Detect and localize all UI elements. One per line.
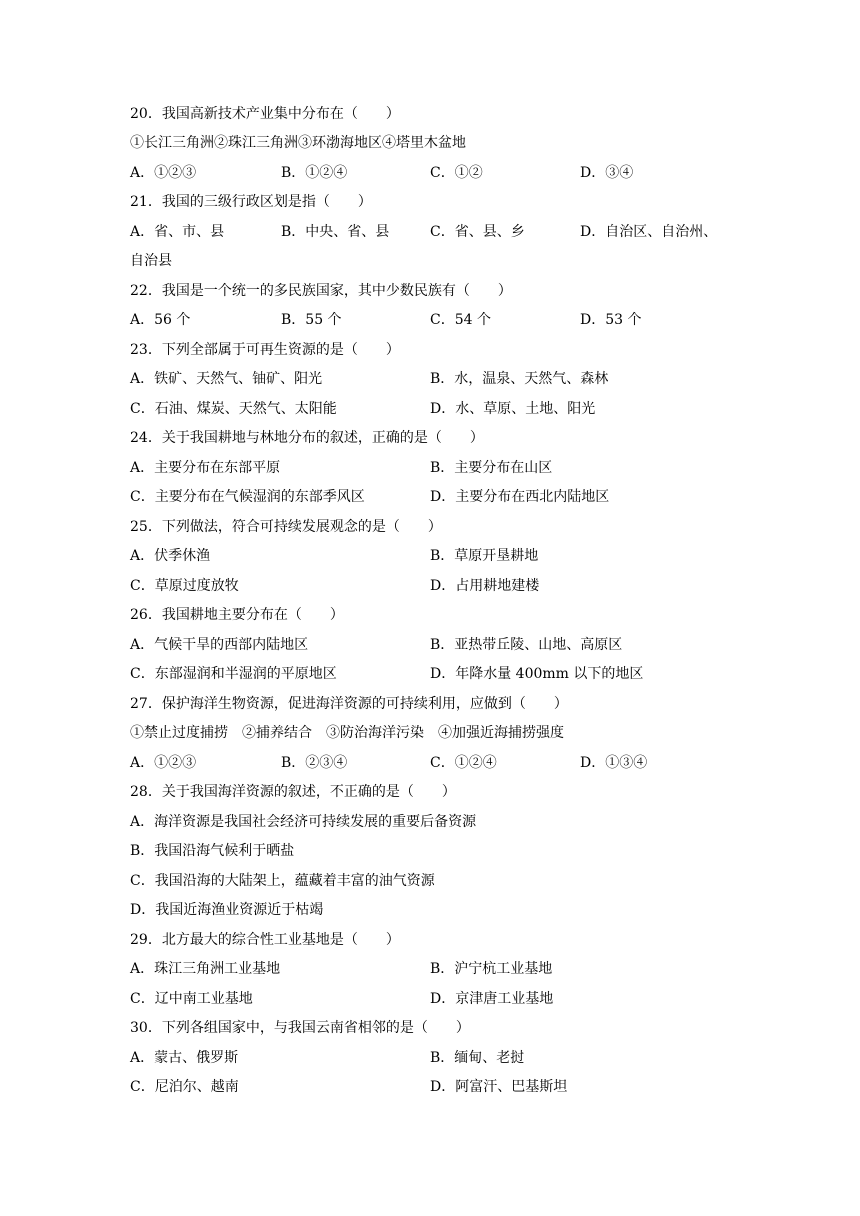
question-24-option-c: C．主要分布在气候湿润的东部季风区: [130, 489, 365, 505]
question-25-option-b: B．草原开垦耕地: [430, 548, 539, 564]
question-28-stem: 28．关于我国海洋资源的叙述，不正确的是（ ）: [130, 784, 456, 800]
question-23-stem: 23．下列全部属于可再生资源的是（ ）: [130, 342, 400, 358]
question-27-option-d: D．①③④: [580, 755, 648, 771]
question-25-option-a: A．伏季休渔: [130, 548, 211, 564]
question-21-option-c: C．省、县、乡: [430, 224, 525, 240]
question-25-option-c: C．草原过度放牧: [130, 578, 239, 594]
question-29-option-d: D．京津唐工业基地: [430, 991, 554, 1007]
question-24-stem: 24．关于我国耕地与林地分布的叙述，正确的是（ ）: [130, 430, 484, 446]
question-22-option-d: D．53 个: [580, 312, 642, 328]
question-29-option-c: C．辽中南工业基地: [130, 991, 253, 1007]
question-22-stem: 22．我国是一个统一的多民族国家，其中少数民族有（ ）: [130, 283, 512, 299]
question-20-option-c: C．①②: [430, 165, 483, 181]
question-22-option-b: B．55 个: [281, 312, 342, 328]
question-26-stem: 26．我国耕地主要分布在（ ）: [130, 607, 344, 623]
question-21-stem: 21．我国的三级行政区划是指（ ）: [130, 194, 372, 210]
question-30-option-c: C．尼泊尔、越南: [130, 1079, 239, 1095]
question-27-option-a: A．①②③: [130, 755, 197, 771]
question-28-option-a: A．海洋资源是我国社会经济可持续发展的重要后备资源: [130, 814, 477, 830]
question-23-option-a: A．铁矿、天然气、铀矿、阳光: [130, 371, 323, 387]
question-30-option-a: A．蒙古、俄罗斯: [130, 1050, 239, 1066]
question-23-option-d: D．水、草原、土地、阳光: [430, 401, 596, 417]
question-27-stem: 27．保护海洋生物资源，促进海洋资源的可持续利用，应做到（ ）: [130, 696, 568, 712]
question-28-option-c: C．我国沿海的大陆架上，蕴藏着丰富的油气资源: [130, 873, 435, 889]
question-20-option-a: A．①②③: [130, 165, 197, 181]
question-30-option-d: D．阿富汗、巴基斯坦: [430, 1079, 568, 1095]
question-20-stem: 20．我国高新技术产业集中分布在（ ）: [130, 106, 400, 122]
question-24-option-b: B．主要分布在山区: [430, 460, 553, 476]
question-20-option-b: B．①②④: [281, 165, 348, 181]
question-23-option-c: C．石油、煤炭、天然气、太阳能: [130, 401, 337, 417]
question-27-option-b: B．②③④: [281, 755, 348, 771]
question-25-option-d: D．占用耕地建楼: [430, 578, 540, 594]
question-29-option-b: B．沪宁杭工业基地: [430, 961, 553, 977]
question-26-option-c: C．东部湿润和半湿润的平原地区: [130, 666, 337, 682]
question-30-stem: 30．下列各组国家中，与我国云南省相邻的是（ ）: [130, 1020, 470, 1036]
question-26-option-b: B．亚热带丘陵、山地、高原区: [430, 637, 623, 653]
question-20-option-d: D．③④: [580, 165, 634, 181]
question-21-option-a: A．省、市、县: [130, 224, 225, 240]
question-21-option-d: D．自治区、自治州、: [580, 224, 718, 240]
question-30-option-b: B．缅甸、老挝: [430, 1050, 525, 1066]
question-29-option-a: A．珠江三角洲工业基地: [130, 961, 281, 977]
question-21-option-d-wrap: 自治县: [130, 253, 172, 269]
question-22-option-c: C．54 个: [430, 312, 491, 328]
question-25-stem: 25．下列做法，符合可持续发展观念的是（ ）: [130, 519, 442, 535]
question-26-option-d: D．年降水量 400mm 以下的地区: [430, 666, 644, 682]
question-24-option-a: A．主要分布在东部平原: [130, 460, 281, 476]
question-26-option-a: A．气候干旱的西部内陆地区: [130, 637, 309, 653]
question-29-stem: 29．北方最大的综合性工业基地是（ ）: [130, 932, 400, 948]
question-27-items: ①禁止过度捕捞 ②捕养结合 ③防治海洋污染 ④加强近海捕捞强度: [130, 725, 564, 741]
question-24-option-d: D．主要分布在西北内陆地区: [430, 489, 610, 505]
question-27-option-c: C．①②④: [430, 755, 497, 771]
question-20-items: ①长江三角洲②珠江三角洲③环渤海地区④塔里木盆地: [130, 135, 466, 151]
question-28-option-d: D．我国近海渔业资源近于枯竭: [130, 902, 324, 918]
question-22-option-a: A．56 个: [130, 312, 191, 328]
question-28-option-b: B．我国沿海气候利于晒盐: [130, 843, 295, 859]
question-23-option-b: B．水，温泉、天然气、森林: [430, 371, 609, 387]
question-21-option-b: B．中央、省、县: [281, 224, 390, 240]
